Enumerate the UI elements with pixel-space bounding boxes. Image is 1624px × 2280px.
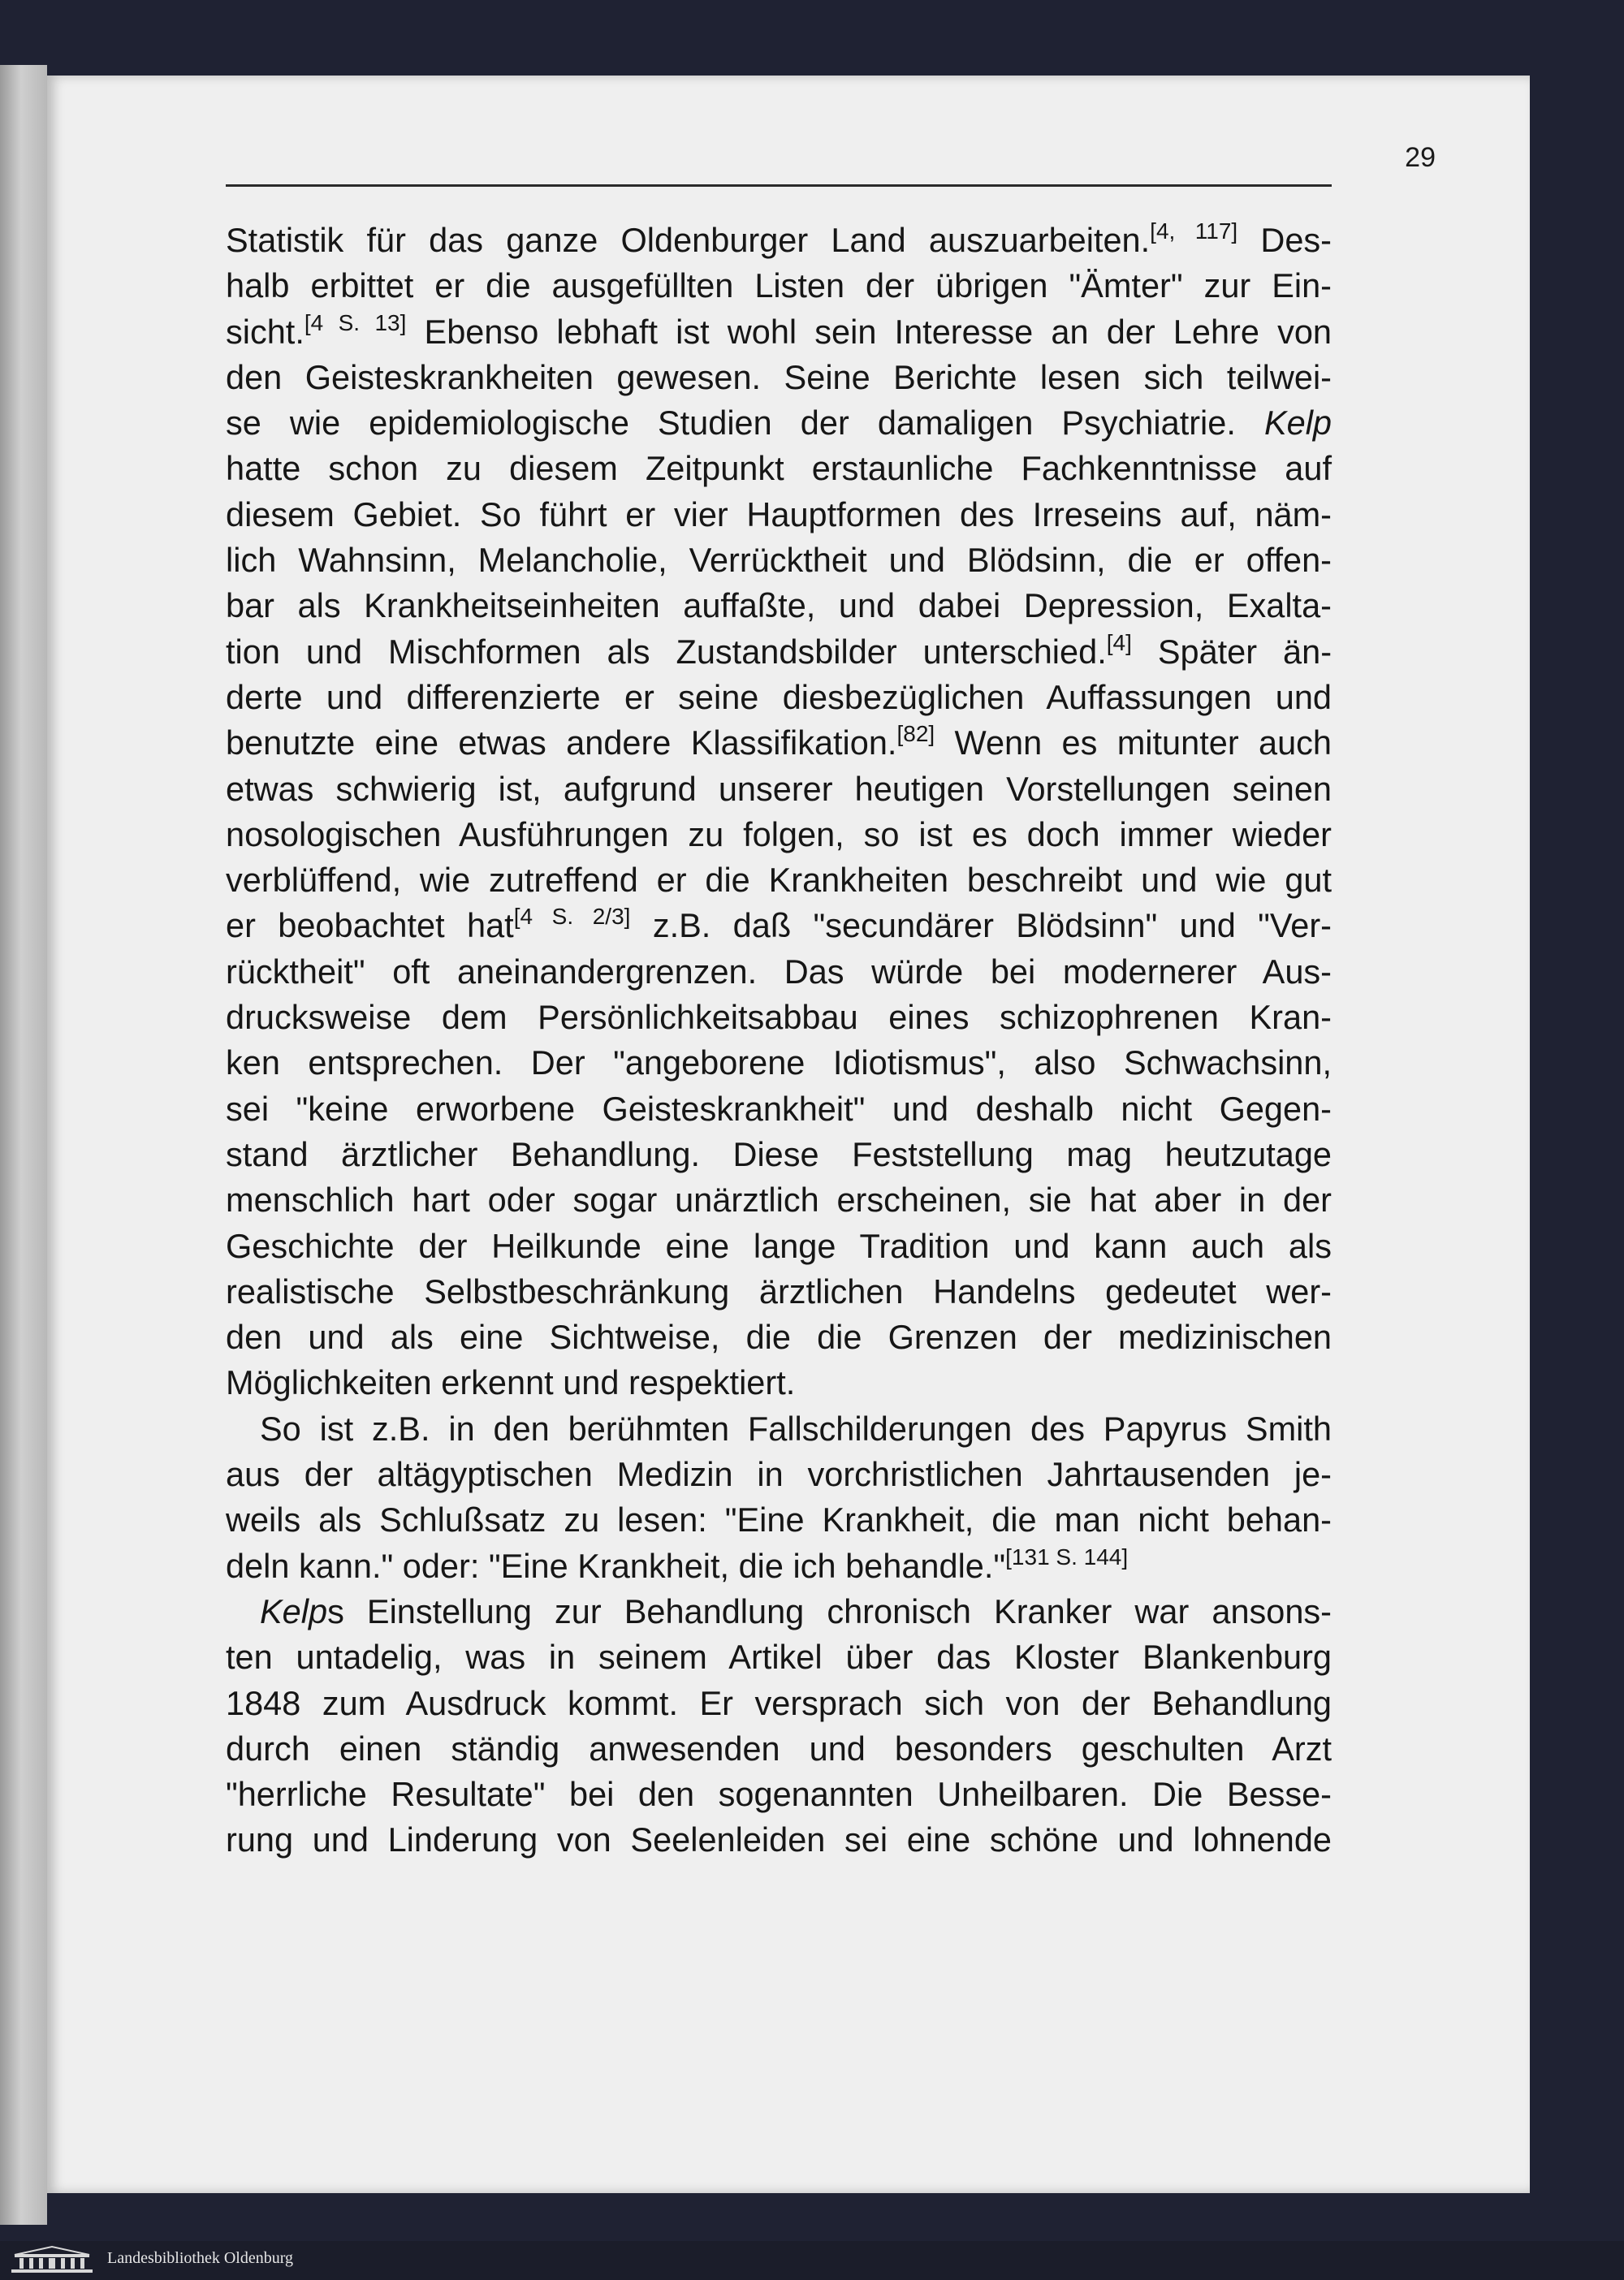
text-run: se wie epidemiologische Studien der damaligen Psychiatrie. xyxy=(226,404,1264,443)
text-line xyxy=(226,1360,1332,1406)
text-run: Später än- xyxy=(1131,632,1332,671)
text-line xyxy=(226,1406,1332,1452)
citation-ref: [4 S. 13] xyxy=(304,309,407,335)
text-line xyxy=(226,1772,1332,1817)
text-run: sei "keine erworbene Geisteskrankheit" und deshalb nicht Gegen- xyxy=(226,1089,1332,1128)
text-run: 1848 zum Ausdruck kommt. Er versprach sich von der Behandlung xyxy=(226,1683,1332,1722)
text-line xyxy=(226,1132,1332,1177)
text-run: ten untadelig, was in seinem Artikel über das Kloster Blankenburg xyxy=(226,1638,1332,1677)
text-run: Des- xyxy=(1237,221,1332,259)
text-line xyxy=(226,1269,1332,1315)
text-run: z.B. daß "secundärer Blödsinn" und "Ver- xyxy=(630,906,1332,945)
text-line xyxy=(226,857,1332,903)
text-run: den und als eine Sichtweise, die die Grenzen der medizinischen xyxy=(226,1318,1332,1357)
citation-ref: [131 S. 144] xyxy=(1005,1544,1129,1570)
text-run: ken entsprechen. Der "angeborene Idiotismus", also Schwachsinn, xyxy=(226,1043,1332,1082)
citation-ref: [4, 117] xyxy=(1150,218,1238,244)
text-run: Statistik für das ganze Oldenburger Land auszuarbeiten. xyxy=(226,221,1151,259)
library-name: Landesbibliothek Oldenburg xyxy=(107,2249,294,2267)
text-line xyxy=(226,675,1332,720)
text-line xyxy=(226,446,1332,491)
text-line xyxy=(226,355,1332,400)
text-line xyxy=(226,995,1332,1040)
text-line xyxy=(226,1817,1332,1863)
text-run: aus der altägyptischen Medizin in vorchristlichen Jahrtausenden je- xyxy=(226,1455,1332,1494)
text-line xyxy=(226,1452,1332,1497)
emphasized-name: Kelp xyxy=(1263,404,1332,443)
text-line xyxy=(226,400,1332,446)
text-line xyxy=(226,583,1332,628)
text-run: drucksweise dem Persönlichkeitsabbau eines schizophrenen Kran- xyxy=(226,998,1332,1037)
text-line xyxy=(226,766,1332,812)
text-line xyxy=(226,1224,1332,1269)
text-run: halb erbittet er die ausgefüllten Listen der übrigen "Ämter" zur Ein- xyxy=(226,266,1332,305)
text-run: menschlich hart oder sogar unärztlich erscheinen, sie hat aber in der xyxy=(226,1181,1332,1220)
text-line xyxy=(226,949,1332,995)
text-run: bar als Krankheitseinheiten auffaßte, und dabei Depression, Exalta- xyxy=(226,586,1332,625)
text-line xyxy=(226,1497,1332,1543)
text-line xyxy=(226,1544,1332,1589)
text-run: lich Wahnsinn, Melancholie, Verrücktheit und Blödsinn, die er offen- xyxy=(226,541,1332,580)
text-run: nosologischen Ausführungen zu folgen, so ist es doch immer wieder xyxy=(226,814,1332,853)
text-line xyxy=(226,903,1332,948)
text-line xyxy=(226,309,1332,355)
emphasized-name: Kelp xyxy=(260,1591,328,1630)
text-run: derte und differenzierte er seine diesbezüglichen Auffassungen und xyxy=(226,677,1332,716)
text-run: durch einen ständig anwesenden und besonders geschulten Arzt xyxy=(226,1729,1332,1768)
library-building-icon xyxy=(10,2245,94,2274)
text-line xyxy=(226,812,1332,857)
text-run: Möglichkeiten erkennt und respektiert. xyxy=(226,1363,796,1402)
text-run: Geschichte der Heilkunde eine lange Tradition und kann auch als xyxy=(226,1226,1332,1265)
page-number: 29 xyxy=(1405,142,1436,173)
text-run: realistische Selbstbeschränkung ärztlichen Handelns gedeutet wer- xyxy=(226,1272,1332,1311)
text-run: er beobachtet hat xyxy=(226,906,514,945)
text-line xyxy=(226,720,1332,766)
text-run: hatte schon zu diesem Zeitpunkt erstaunliche Fachkenntnisse auf xyxy=(226,449,1332,488)
text-line xyxy=(226,1634,1332,1680)
body-text xyxy=(226,218,1332,1863)
text-run: stand ärztlicher Behandlung. Diese Feststellung mag heutzutage xyxy=(226,1134,1332,1173)
text-line xyxy=(226,1315,1332,1360)
text-run: weils als Schlußsatz zu lesen: "Eine Krankheit, die man nicht behan- xyxy=(226,1501,1332,1539)
citation-ref: [82] xyxy=(896,721,935,747)
text-run: etwas schwierig ist, aufgrund unserer heutigen Vorstellungen seinen xyxy=(226,769,1332,808)
header-rule xyxy=(226,184,1332,187)
text-line xyxy=(226,1589,1332,1634)
text-line xyxy=(226,1086,1332,1132)
citation-ref: [4 S. 2/3] xyxy=(513,904,631,930)
text-run: diesem Gebiet. So führt er vier Hauptformen des Irreseins auf, näm- xyxy=(226,494,1332,533)
facing-page-edge xyxy=(0,65,47,2225)
text-line xyxy=(226,1040,1332,1086)
text-run: rücktheit" oft aneinandergrenzen. Das würde bei modernerer Aus- xyxy=(226,952,1332,991)
text-line xyxy=(226,1177,1332,1223)
text-run: "herrliche Resultate" bei den sogenannten Unheilbaren. Die Besse- xyxy=(226,1775,1332,1814)
text-run: den Geisteskrankheiten gewesen. Seine Berichte lesen sich teilwei- xyxy=(226,357,1332,396)
text-run: Wenn es mitunter auch xyxy=(935,723,1332,762)
text-run: benutzte eine etwas andere Klassifikation. xyxy=(226,723,897,762)
text-line xyxy=(226,538,1332,583)
text-run: So ist z.B. in den berühmten Fallschilderungen des Papyrus Smith xyxy=(260,1409,1332,1448)
text-run: Ebenso lebhaft ist wohl sein Interesse an der Lehre von xyxy=(406,312,1332,351)
text-line xyxy=(226,492,1332,538)
text-line xyxy=(226,629,1332,675)
text-run: s Einstellung zur Behandlung chronisch Kranker war ansons- xyxy=(327,1591,1332,1630)
text-line xyxy=(226,1726,1332,1772)
text-run: verblüffend, wie zutreffend er die Krankheiten beschreibt und wie gut xyxy=(226,861,1332,900)
text-run: deln kann." oder: "Eine Krankheit, die ich behandle." xyxy=(226,1546,1006,1585)
text-line xyxy=(226,1681,1332,1726)
text-run: tion und Mischformen als Zustandsbilder unterschied. xyxy=(226,632,1107,671)
text-line xyxy=(226,218,1332,263)
text-run: rung und Linderung von Seelenleiden sei eine schöne und lohnende xyxy=(226,1820,1332,1859)
text-line xyxy=(226,263,1332,309)
text-run: sicht. xyxy=(226,312,304,351)
citation-ref: [4] xyxy=(1106,629,1132,655)
